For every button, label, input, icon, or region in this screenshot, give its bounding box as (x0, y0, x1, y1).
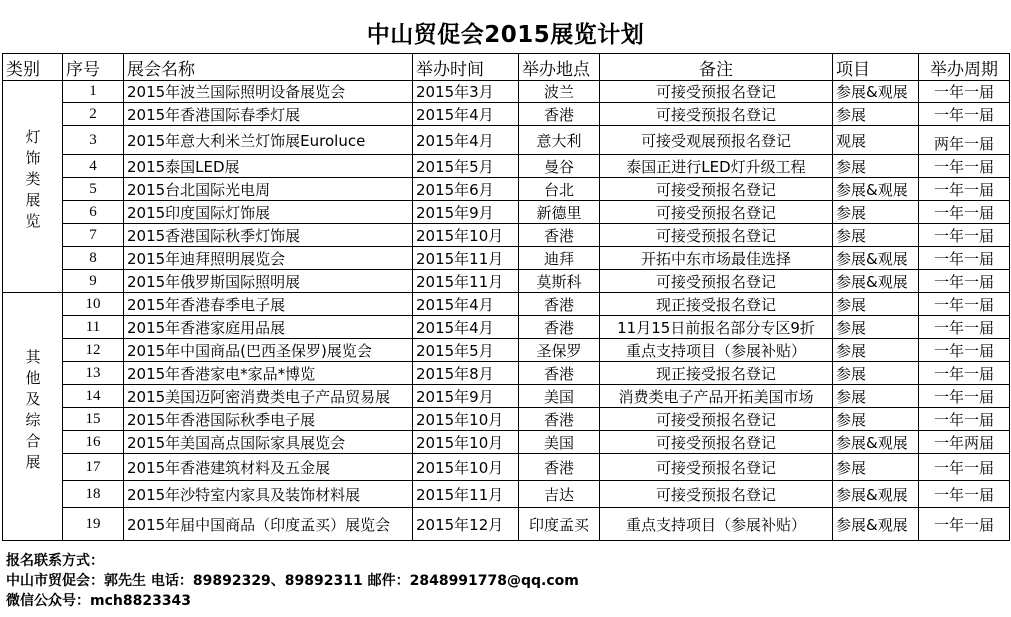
cell-name: 2015年美国高点国际家具展览会 (124, 431, 413, 454)
cell-note: 现正接受报名登记 (600, 362, 833, 385)
category-cell (3, 293, 63, 541)
header-place: 举办地点 (519, 54, 600, 81)
table-row (3, 201, 1010, 224)
table-row (3, 81, 1010, 103)
cell-place: 圣保罗 (519, 339, 600, 362)
cell-name: 2015年香港国际春季灯展 (124, 103, 413, 126)
cell-cycle: 一年一届 (919, 508, 1010, 541)
cell-time: 2015年4月 (413, 126, 519, 155)
table-row (3, 247, 1010, 270)
table-row (3, 178, 1010, 201)
cell-place: 波兰 (519, 81, 600, 103)
table-row (3, 103, 1010, 126)
cell-note: 重点支持项目（参展补贴） (600, 339, 833, 362)
cell-seq: 12 (63, 339, 124, 362)
cell-note: 重点支持项目（参展补贴） (600, 508, 833, 541)
cell-seq: 16 (63, 431, 124, 454)
cell-time: 2015年11月 (413, 247, 519, 270)
table-row (3, 408, 1010, 431)
cell-place: 香港 (519, 224, 600, 247)
cell-seq: 7 (63, 224, 124, 247)
cell-cycle: 一年一届 (919, 224, 1010, 247)
cell-place: 意大利 (519, 126, 600, 155)
cell-note: 可接受预报名登记 (600, 270, 833, 293)
contact-info (6, 551, 579, 611)
cell-name: 2015年意大利米兰灯饰展Euroluce (124, 126, 413, 155)
cell-cycle: 一年一届 (919, 408, 1010, 431)
cell-note: 可接受预报名登记 (600, 81, 833, 103)
cell-note: 11月15日前报名部分专区9折 (600, 316, 833, 339)
cell-cycle: 一年一届 (919, 81, 1010, 103)
cell-item: 参展&观展 (833, 81, 919, 103)
cell-place: 香港 (519, 454, 600, 481)
cell-seq: 11 (63, 316, 124, 339)
cell-time: 2015年4月 (413, 103, 519, 126)
cell-cycle: 一年一届 (919, 155, 1010, 178)
cell-time: 2015年10月 (413, 224, 519, 247)
cell-time: 2015年6月 (413, 178, 519, 201)
cell-place: 台北 (519, 178, 600, 201)
cell-place: 印度孟买 (519, 508, 600, 541)
cell-cycle: 一年一届 (919, 293, 1010, 316)
cell-name: 2015年届中国商品（印度孟买）展览会 (124, 508, 413, 541)
cell-seq: 18 (63, 481, 124, 508)
cell-time: 2015年10月 (413, 431, 519, 454)
category-label: 其他及综合展 (23, 348, 42, 475)
header-item: 项目 (833, 54, 919, 81)
cell-cycle: 一年一届 (919, 270, 1010, 293)
cell-item: 参展&观展 (833, 431, 919, 454)
table-header-row (3, 54, 1010, 81)
cell-seq: 6 (63, 201, 124, 224)
cell-place: 香港 (519, 316, 600, 339)
cell-time: 2015年9月 (413, 201, 519, 224)
cell-place: 吉达 (519, 481, 600, 508)
contact-heading: 报名联系方式： (6, 553, 104, 569)
cell-note: 可接受观展预报名登记 (600, 126, 833, 155)
cell-name: 2015年波兰国际照明设备展览会 (124, 81, 413, 103)
cell-note: 泰国正进行LED灯升级工程 (600, 155, 833, 178)
header-time: 举办时间 (413, 54, 519, 81)
cell-note: 可接受预报名登记 (600, 454, 833, 481)
cell-time: 2015年3月 (413, 81, 519, 103)
cell-item: 参展 (833, 201, 919, 224)
cell-time: 2015年5月 (413, 155, 519, 178)
cell-cycle: 一年一届 (919, 385, 1010, 408)
cell-place: 莫斯科 (519, 270, 600, 293)
table-row (3, 481, 1010, 508)
cell-seq: 2 (63, 103, 124, 126)
header-name: 展会名称 (124, 54, 413, 81)
cell-note: 可接受预报名登记 (600, 178, 833, 201)
contact-wechat: 微信公众号：mch8823343 (6, 593, 192, 609)
category-label: 灯饰类展览 (23, 129, 42, 234)
cell-time: 2015年10月 (413, 454, 519, 481)
category-cell (3, 81, 63, 293)
cell-place: 香港 (519, 362, 600, 385)
cell-item: 参展&观展 (833, 508, 919, 541)
cell-cycle: 一年一届 (919, 247, 1010, 270)
table-row (3, 293, 1010, 316)
cell-cycle: 一年两届 (919, 431, 1010, 454)
cell-cycle: 一年一届 (919, 201, 1010, 224)
cell-item: 参展&观展 (833, 178, 919, 201)
cell-time: 2015年8月 (413, 362, 519, 385)
cell-item: 参展&观展 (833, 270, 919, 293)
table-row (3, 339, 1010, 362)
header-cycle: 举办周期 (919, 54, 1010, 81)
cell-item: 参展&观展 (833, 481, 919, 508)
cell-item: 参展 (833, 362, 919, 385)
cell-name: 2015年香港春季电子展 (124, 293, 413, 316)
cell-note: 可接受预报名登记 (600, 408, 833, 431)
table-row (3, 224, 1010, 247)
cell-name: 2015香港国际秋季灯饰展 (124, 224, 413, 247)
cell-name: 2015年香港家庭用品展 (124, 316, 413, 339)
cell-cycle: 一年一届 (919, 339, 1010, 362)
cell-cycle: 一年一届 (919, 103, 1010, 126)
cell-seq: 10 (63, 293, 124, 316)
table-row (3, 316, 1010, 339)
cell-seq: 5 (63, 178, 124, 201)
table-row (3, 362, 1010, 385)
cell-note: 现正接受报名登记 (600, 293, 833, 316)
cell-place: 新德里 (519, 201, 600, 224)
cell-place: 香港 (519, 103, 600, 126)
cell-seq: 9 (63, 270, 124, 293)
cell-place: 美国 (519, 385, 600, 408)
cell-time: 2015年4月 (413, 316, 519, 339)
cell-cycle: 一年一届 (919, 178, 1010, 201)
cell-time: 2015年10月 (413, 408, 519, 431)
cell-name: 2015美国迈阿密消费类电子产品贸易展 (124, 385, 413, 408)
cell-note: 开拓中东市场最佳选择 (600, 247, 833, 270)
cell-seq: 19 (63, 508, 124, 541)
cell-name: 2015年迪拜照明展览会 (124, 247, 413, 270)
cell-note: 消费类电子产品开拓美国市场 (600, 385, 833, 408)
cell-time: 2015年4月 (413, 293, 519, 316)
cell-time: 2015年12月 (413, 508, 519, 541)
cell-place: 曼谷 (519, 155, 600, 178)
page-title: 中山贸促会2015展览计划 (366, 22, 645, 48)
cell-item: 观展 (833, 126, 919, 155)
cell-item: 参展 (833, 224, 919, 247)
cell-time: 2015年5月 (413, 339, 519, 362)
table-row (3, 431, 1010, 454)
cell-cycle: 两年一届 (919, 126, 1010, 155)
table-row (3, 126, 1010, 155)
cell-item: 参展 (833, 155, 919, 178)
contact-details: 中山市贸促会：郭先生 电话：89892329、89892311 邮件：2848991778@qq.com (6, 573, 579, 589)
cell-seq: 1 (63, 81, 124, 103)
cell-seq: 13 (63, 362, 124, 385)
cell-item: 参展 (833, 454, 919, 481)
cell-note: 可接受预报名登记 (600, 224, 833, 247)
header-note: 备注 (600, 54, 833, 81)
cell-item: 参展 (833, 316, 919, 339)
cell-name: 2015印度国际灯饰展 (124, 201, 413, 224)
cell-item: 参展 (833, 103, 919, 126)
cell-item: 参展 (833, 293, 919, 316)
exhibition-table (2, 53, 1010, 541)
cell-cycle: 一年一届 (919, 481, 1010, 508)
cell-note: 可接受预报名登记 (600, 201, 833, 224)
cell-seq: 8 (63, 247, 124, 270)
table-row (3, 385, 1010, 408)
cell-name: 2015泰国LED展 (124, 155, 413, 178)
cell-seq: 14 (63, 385, 124, 408)
table-row (3, 508, 1010, 541)
cell-place: 香港 (519, 293, 600, 316)
cell-place: 美国 (519, 431, 600, 454)
cell-seq: 15 (63, 408, 124, 431)
cell-name: 2015年香港国际秋季电子展 (124, 408, 413, 431)
cell-item: 参展 (833, 339, 919, 362)
cell-time: 2015年11月 (413, 270, 519, 293)
cell-seq: 3 (63, 126, 124, 155)
cell-name: 2015年香港家电*家品*博览 (124, 362, 413, 385)
cell-note: 可接受预报名登记 (600, 431, 833, 454)
cell-cycle: 一年一届 (919, 316, 1010, 339)
cell-note: 可接受预报名登记 (600, 103, 833, 126)
cell-seq: 4 (63, 155, 124, 178)
cell-place: 香港 (519, 408, 600, 431)
cell-name: 2015年俄罗斯国际照明展 (124, 270, 413, 293)
cell-time: 2015年11月 (413, 481, 519, 508)
cell-seq: 17 (63, 454, 124, 481)
cell-note: 可接受预报名登记 (600, 481, 833, 508)
table-row (3, 270, 1010, 293)
header-seq: 序号 (63, 54, 124, 81)
table-row (3, 454, 1010, 481)
cell-cycle: 一年一届 (919, 454, 1010, 481)
cell-name: 2015年香港建筑材料及五金展 (124, 454, 413, 481)
cell-cycle: 一年一届 (919, 362, 1010, 385)
cell-name: 2015台北国际光电周 (124, 178, 413, 201)
cell-name: 2015年沙特室内家具及装饰材料展 (124, 481, 413, 508)
cell-item: 参展 (833, 408, 919, 431)
header-category: 类别 (3, 54, 63, 81)
cell-item: 参展 (833, 385, 919, 408)
cell-name: 2015年中国商品(巴西圣保罗)展览会 (124, 339, 413, 362)
cell-place: 迪拜 (519, 247, 600, 270)
cell-item: 参展&观展 (833, 247, 919, 270)
cell-time: 2015年9月 (413, 385, 519, 408)
table-row (3, 155, 1010, 178)
